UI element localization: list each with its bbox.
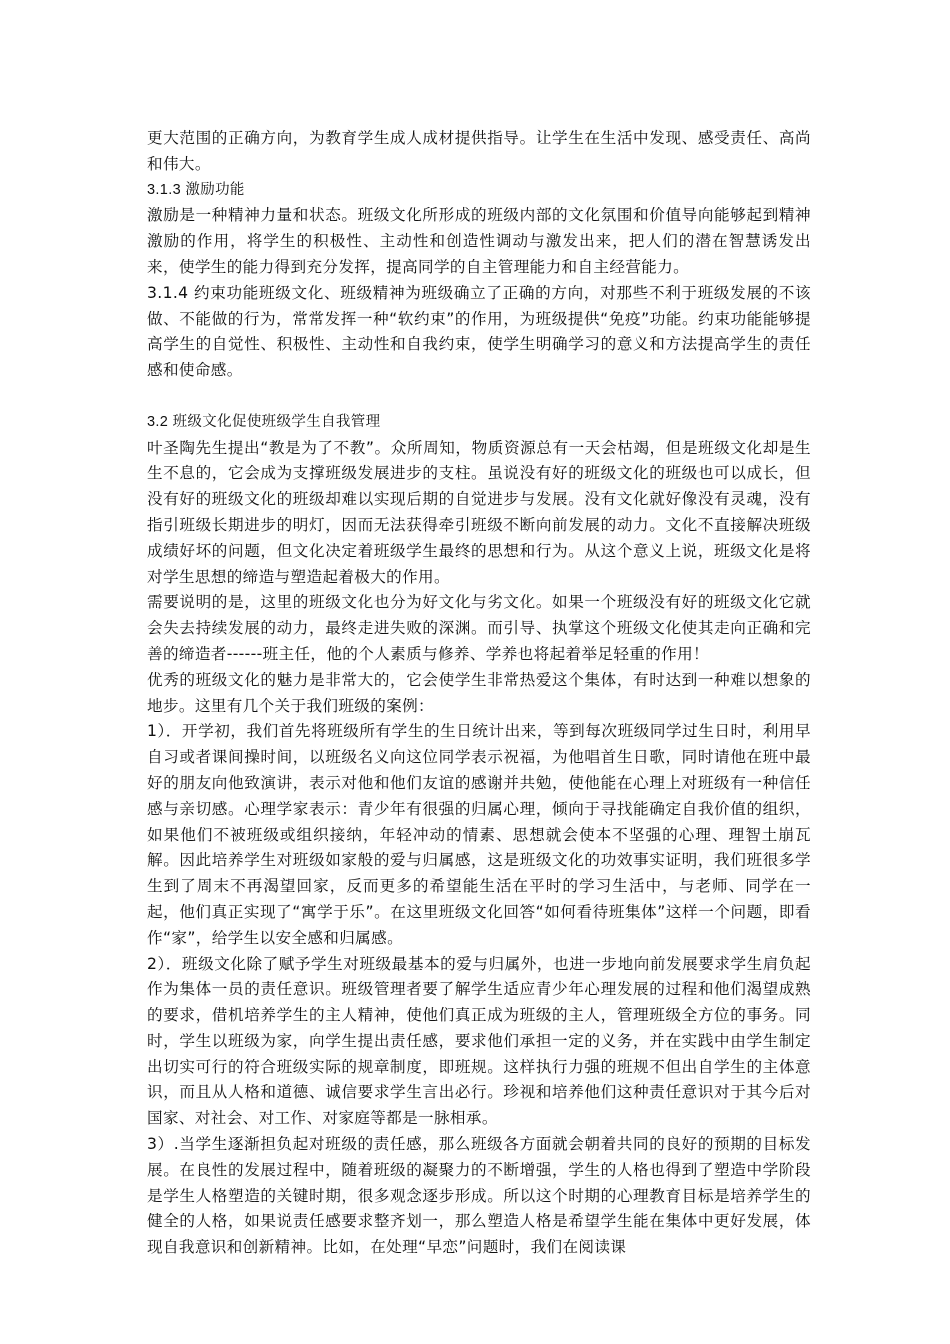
paragraph-charm: 优秀的班级文化的魅力是非常大的，它会使学生非常热爱这个集体，有时达到一种难以想象的地步。这里有几个关于我们班级的案例： (147, 670, 811, 715)
paragraph-ye-shengtao: 叶圣陶先生提出“教是为了不教”。众所周知，物质资源总有一天会枯竭，但是班级文化却是生生不息的，它会成为支撑班级发展进步的支柱。虽说没有好的班级文化的班级也可以成长，但没有好的班级文化的班级却难以实现后期的自觉进步与发展。没有文化就好像没有灵魂，没有指引班级长期进步的明灯，因而无法获得牵引班级不断向前发展的动力。文化不直接解决班级成绩好坏的问题，但文化决定着班级学生最终的思想和行为。从这个意义上说，班级文化是将对学生思想的缔造与塑造起着极大的作用。 (147, 438, 811, 586)
blank-line (147, 384, 811, 410)
paragraph-case-2: 2）．班级文化除了赋予学生对班级最基本的爱与归属外，也进一步地向前发展要求学生肩负起作为集体一员的责任意识。班级管理者要了解学生适应青少年心理发展的过程和他们渴望成熟的要求，借机培养学生的主人精神，使他们真正成为班级的主人，管理班级全方位的事务。同时，学生以班级为家，向学生提出责任感，要求他们承担一定的义务，并在实践中由学生制定出切实可行的符合班级实际的规章制度，即班规。这样执行力强的班规不但出自学生的主体意识，而且从人格和道德、诚信要求学生言出必行。珍视和培养他们这种责任意识对于其今后对国家、对社会、对工作、对家庭等都是一脉相承。 (147, 954, 811, 1128)
heading-3-1-3: 3.1.3 激励功能 (147, 181, 245, 198)
paragraph-good-bad-culture: 需要说明的是，这里的班级文化也分为好文化与劣文化。如果一个班级没有好的班级文化它就会失去持续发展的动力，最终走进失败的深渊。而引导、执掌这个班级文化使其走向正确和完善的缔造者------班主任，他的个人素质与修养、学养也将起着举足轻重的作用！ (147, 593, 811, 663)
heading-3-2: 3.2 班级文化促使班级学生自我管理 (147, 413, 381, 430)
paragraph-case-3: 3）.当学生逐渐担负起对班级的责任感，那么班级各方面就会朝着共同的良好的预期的目标发展。在良性的发展过程中，随着班级的凝聚力的不断增强，学生的人格也得到了塑造中学阶段是学生人格塑造的关键时期，很多观念逐步形成。所以这个时期的心理教育目标是培养学生的健全的人格，如果说责任感要求整齐划一，那么塑造人格是希望学生能在集体中更好发展，体现自我意识和创新精神。比如，在处理“早恋”问题时，我们在阅读课 (147, 1135, 811, 1257)
document-body (147, 126, 811, 1261)
paragraph-intro: 更大范围的正确方向，为教育学生成人成材提供指导。让学生在生活中发现、感受责任、高尚和伟大。 (147, 129, 811, 173)
paragraph-incentive: 激励是一种精神力量和状态。班级文化所形成的班级内部的文化氛围和价值导向能够起到精神激励的作用，将学生的积极性、主动性和创造性调动与激发出来，把人们的潜在智慧诱发出来，使学生的能力得到充分发挥，提高同学的自主管理能力和自主经营能力。 (147, 206, 811, 276)
paragraph-constraint: 3.1.4 约束功能班级文化、班级精神为班级确立了正确的方向，对那些不利于班级发展的不该做、不能做的行为，常常发挥一种“软约束”的作用，为班级提供“免疫”功能。约束功能能够提高学生的自觉性、积极性、主动性和自我约束，使学生明确学习的意义和方法提高学生的责任感和使命感。 (147, 283, 811, 380)
paragraph-case-1: 1）．开学初，我们首先将班级所有学生的生日统计出来，等到每次班级同学过生日时，利用早自习或者课间操时间，以班级名义向这位同学表示祝福，为他唱首生日歌，同时请他在班中最好的朋友向他致演讲，表示对他和他们友谊的感谢并共勉，使他能在心理上对班级有一种信任感与亲切感。心理学家表示：青少年有很强的归属心理，倾向于寻找能确定自我价值的组织，如果他们不被班级或组织接纳，年轻冲动的情素、思想就会使本不坚强的心理、理智土崩瓦解。因此培养学生对班级如家般的爱与归属感，这是班级文化的功效事实证明，我们班很多学生到了周末不再渴望回家，反而更多的希望能生活在平时的学习生活中，与老师、同学在一起，他们真正实现了“寓学于乐”。在这里班级文化回答“如何看待班集体”这样一个问题，即看作“家”，给学生以安全感和归属感。 (147, 722, 811, 947)
